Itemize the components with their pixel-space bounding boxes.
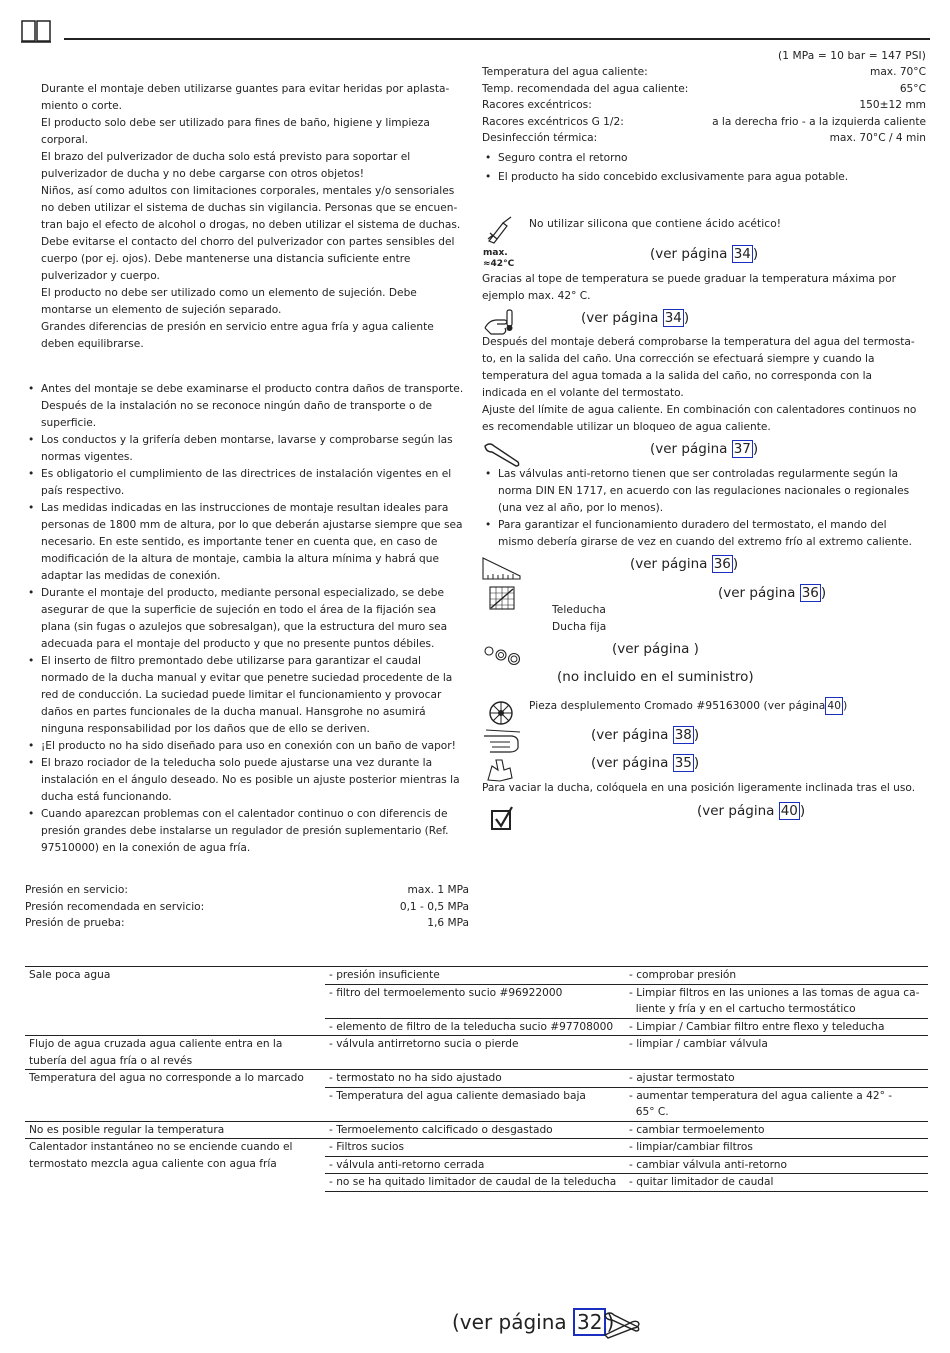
- spec-label: Presión en servicio:: [25, 884, 128, 896]
- page-link[interactable]: 36: [713, 556, 731, 572]
- calibration-text: Después del montaje deberá comprobarse la temperatura del agua del termosta- to, en la salida del caño. Una corrección se efectuará siempre y cuando la temperatura del agua tomada a la salida del caño, no corresponda con la indicada en el volante del termostato.: [482, 336, 915, 399]
- bottom-reference: [452, 1308, 614, 1336]
- remedy-cell: - limpiar / cambiar válvula: [625, 1036, 928, 1070]
- ver-pagina-text: (ver página: [591, 755, 669, 771]
- table-row: [25, 1121, 928, 1139]
- spec-value: 1,6 MPa: [427, 917, 469, 929]
- list-item: • Las medidas indicadas en las instrucciones de montaje resultan ideales para personas de 1800 mm de altura, por lo que deberán ajustarse siempre que sea necesario. En este sentido, es importante tener en cuenta que, en caso de modificación de la altura de montaje, cambia la altura mínima y habrá que adaptar las medidas de conexión.: [27, 500, 471, 585]
- accessories-reference: (ver página ): [612, 641, 699, 657]
- remedy-cell: - comprobar presión: [625, 967, 928, 985]
- book-icon: [20, 18, 52, 44]
- drain-note: Para vaciar la ducha, colóquela en una posición ligeramente inclinada tras el uso.: [482, 782, 916, 794]
- cause-cell: - Termoelemento calcificado o desgastado: [325, 1121, 625, 1139]
- dimensions-reference: [630, 555, 738, 573]
- tech-specs: [482, 64, 926, 147]
- spec-row: [482, 130, 926, 147]
- cause-cell: - válvula anti-retorno cerrada: [325, 1156, 625, 1174]
- flow-diagram-icon: [488, 585, 516, 611]
- safety-paragraph: El brazo del pulverizador de ducha solo está previsto para soportar el pulverizador de ducha y no debe cargarse con otros objetos!: [41, 151, 411, 180]
- spec-row: [482, 97, 926, 114]
- spec-row: [482, 81, 926, 98]
- ver-pagina-text: (ver página: [630, 556, 708, 572]
- cause-cell: - válvula antirretorno sucia o pierde: [325, 1036, 625, 1070]
- problem-cell: Flujo de agua cruzada agua caliente entra en la tubería del agua fría o al revés: [25, 1036, 325, 1070]
- list-item: • Seguro contra el retorno: [484, 150, 928, 167]
- table-row: [25, 1070, 928, 1088]
- page-link[interactable]: 35: [674, 755, 692, 771]
- ver-pagina-text: (ver página: [452, 1310, 567, 1334]
- spec-label: Temp. recomendada del agua caliente:: [482, 82, 689, 95]
- close-paren: ): [799, 803, 806, 819]
- list-item: • Las válvulas anti-retorno tienen que ser controladas regularmente según la norma DIN EN 1717, en acuerdo con las regulaciones nacionales o regionales (una vez al año, por lo menos).: [484, 466, 928, 517]
- table-row: [25, 967, 928, 985]
- ver-pagina-text: (ver página: [581, 310, 659, 326]
- ver-pagina-text: (ver página: [718, 585, 796, 601]
- replacement-text: Pieza desplulemento Cromado #95163000 (ver página: [529, 700, 826, 712]
- cleaning-reference: [591, 726, 699, 744]
- list-item: • Cuando aparezcan problemas con el calentador continuo o con diferencis de presión grandes debe instalarse un regulador de presión suplementario (Ref. 97510000) en la conexión de agua fría.: [27, 806, 471, 857]
- flow-label-overhead: Ducha fija: [552, 621, 607, 633]
- spec-row: [482, 114, 926, 131]
- test-mark-reference: [697, 802, 805, 820]
- safety-section: [41, 81, 471, 353]
- safety-paragraph: Durante el montaje deben utilizarse guantes para evitar heridas por aplasta- miento o corte.: [41, 83, 450, 112]
- ver-pagina-text: (ver página: [650, 441, 728, 457]
- wrench-icon: [482, 442, 522, 468]
- remedy-cell: - limpiar/cambiar filtros: [625, 1139, 928, 1157]
- close-paren: ): [693, 727, 700, 743]
- maintenance-list: [484, 466, 928, 551]
- operation-reference: [591, 754, 699, 772]
- problem-cell: Sale poca agua: [25, 967, 325, 1036]
- replacement-part-reference: [529, 697, 847, 715]
- cause-cell: - termostato no ha sido ajustado: [325, 1070, 625, 1088]
- temp-limit-reference: [650, 245, 758, 263]
- table-row: [25, 1139, 928, 1157]
- spec-value: a la derecha frio - a la izquierda caliente: [712, 115, 926, 128]
- flow-diagram-reference: [718, 584, 826, 602]
- remedy-cell: - Limpiar filtros en las uniones a las tomas de agua ca- liente y fría y en el cartucho termostático: [625, 984, 928, 1018]
- spec-row: [25, 899, 469, 916]
- checkbox-icon: [490, 805, 514, 831]
- list-item: • ¡El producto no ha sido diseñado para uso en conexión con un baño de vapor!: [27, 738, 471, 755]
- accessories-icon: [483, 643, 521, 667]
- close-paren: ): [693, 755, 700, 771]
- cause-cell: - filtro del termoelemento sucio #96922000: [325, 984, 625, 1018]
- safety-paragraph: El producto no debe ser utilizado como un elemento de sujeción. Debe montarse un elemento de sujeción separado.: [41, 287, 417, 316]
- spec-label: Desinfección térmica:: [482, 132, 598, 144]
- safety-paragraph: Grandes diferencias de presión en servicio entre agua fría y agua caliente deben equilibrarse.: [41, 321, 434, 350]
- ver-pagina-text: (ver página: [650, 246, 728, 262]
- list-item: • Para garantizar el funcionamiento duradero del termostato, el mando del mismo debería girarse de vez en cuando del extremo frío al extremo caliente.: [484, 517, 928, 551]
- spec-value: max. 1 MPa: [407, 884, 469, 896]
- close-paren: ): [752, 246, 759, 262]
- cause-cell: - Filtros sucios: [325, 1139, 625, 1157]
- remedy-cell: - quitar limitador de caudal: [625, 1174, 928, 1192]
- thermometer-hand-icon: [483, 308, 517, 336]
- spec-label: Racores excéntricos G 1/2:: [482, 115, 624, 128]
- spec-row: [482, 64, 926, 81]
- cause-cell: - no se ha quitado limitador de caudal de la teleducha: [325, 1174, 625, 1192]
- close-paren: ): [732, 556, 739, 572]
- spec-value: max. 70°C: [870, 66, 926, 78]
- silicone-note: No utilizar silicona que contiene ácido acético!: [529, 218, 782, 230]
- tech-notes-list: [484, 150, 928, 186]
- spec-value: max. 70°C / 4 min: [829, 132, 926, 144]
- page-link[interactable]: 36: [801, 585, 819, 601]
- list-item: • Es obligatorio el cumplimiento de las directrices de instalación vigentes en el país respectivo.: [27, 466, 471, 500]
- list-item: • El producto ha sido concebido exclusivamente para agua potable.: [484, 169, 928, 186]
- spec-value: 150±12 mm: [859, 99, 926, 111]
- page-link[interactable]: 32: [573, 1308, 606, 1336]
- cause-cell: - presión insuficiente: [325, 967, 625, 985]
- problem-cell: No es posible regular la temperatura: [25, 1121, 325, 1139]
- tools-icon: [602, 1310, 642, 1340]
- spec-label: Racores excéntricos:: [482, 99, 592, 111]
- troubleshooting-table: [25, 966, 928, 1192]
- page-link[interactable]: 37: [733, 441, 751, 457]
- not-included-note: (no incluido en el suministro): [557, 669, 754, 685]
- close-paren: ): [843, 700, 848, 712]
- spec-row: [25, 915, 469, 932]
- safety-paragraph: El producto solo debe ser utilizado para fines de baño, higiene y limpieza corporal.: [41, 117, 430, 146]
- spec-value: 0,1 - 0,5 MPa: [399, 900, 469, 913]
- cleaning-hand-icon: [482, 728, 522, 754]
- list-item: • Los conductos y la grifería deben montarse, lavarse y comprobarse según las normas vigentes.: [27, 432, 471, 466]
- cause-cell: - elemento de filtro de la teleducha sucio #97708000: [325, 1018, 625, 1036]
- close-paren: ): [752, 441, 759, 457]
- problem-cell: Temperatura del agua no corresponde a lo marcado: [25, 1070, 325, 1122]
- temp-limit-text: Gracias al tope de temperatura se puede graduar la temperatura máxima por ejemplo max. 42° C.: [482, 273, 896, 302]
- ruler-icon: [482, 556, 522, 580]
- list-item: • Antes del montaje se debe examinarse el producto contra daños de transporte. Después de la instalación no se reconoce ningún daño de transporte o de superficie.: [27, 381, 471, 432]
- list-item: • El inserto de filtro premontado debe utilizarse para garantizar el caudal normado de la ducha manual y evitar que penetre suciedad procedente de la red de conducción. La suciedad puede limitar el funcionamiento y provocar daños en partes funcionales de la ducha manual. Hansgrohe no asumirá ninguna responsabilidad por los daños que de ello se deriven.: [27, 653, 471, 738]
- problem-cell: Calentador instantáneo no se enciende cuando el termostato mezcla agua caliente con agua fría: [25, 1139, 325, 1192]
- max-temperature-icon: max. ≈42°C: [483, 248, 515, 269]
- page-link[interactable]: 40: [825, 697, 843, 715]
- page-link[interactable]: 34: [733, 246, 751, 262]
- ver-pagina-text: (ver página: [697, 803, 775, 819]
- close-paren: ): [606, 1310, 615, 1334]
- spec-label: Temperatura del agua caliente:: [482, 66, 648, 78]
- spec-label: Presión recomendada en servicio:: [25, 900, 205, 913]
- safety-paragraph: Debe evitarse el contacto del chorro del pulverizador con partes sensibles del cuerpo (por ej. ojos). Debe mantenerse una distancia suficiente entre pulverizador y cuerpo.: [41, 236, 455, 282]
- table-row: [25, 1036, 928, 1070]
- remedy-cell: - cambiar termoelemento: [625, 1121, 928, 1139]
- close-paren: ): [820, 585, 827, 601]
- header-rule: [64, 38, 930, 40]
- cause-cell: - Temperatura del agua caliente demasiado baja: [325, 1087, 625, 1121]
- page-link[interactable]: 34: [664, 310, 682, 326]
- maintenance-reference: [650, 440, 758, 458]
- ver-pagina-text: (ver página: [591, 727, 669, 743]
- silicone-warning-icon: [485, 215, 515, 245]
- page-link[interactable]: 40: [780, 803, 798, 819]
- spec-row: [25, 882, 469, 899]
- remedy-cell: - ajustar termostato: [625, 1070, 928, 1088]
- remedy-cell: - cambiar válvula anti-retorno: [625, 1156, 928, 1174]
- page-link[interactable]: 38: [674, 727, 692, 743]
- calibration-reference: [581, 309, 689, 327]
- list-item: • El brazo rociador de la teleducha solo puede ajustarse una vez durante la instalación en el ángulo deseado. No es posible un ajuste posterior mientras la ducha está funcionando.: [27, 755, 471, 806]
- flow-label-handshower: Teleducha: [552, 604, 607, 616]
- remedy-cell: - Limpiar / Cambiar filtro entre flexo y teleducha: [625, 1018, 928, 1036]
- remedy-cell: - aumentar temperatura del agua caliente a 42° - 65° C.: [625, 1087, 928, 1121]
- pressure-conversion: (1 MPa = 10 bar = 147 PSI): [778, 50, 926, 62]
- operation-hand-icon: [486, 756, 516, 782]
- safety-paragraph: Niños, así como adultos con limitaciones corporales, mentales y/o sensoriales no deben utilizar el sistema de duchas sin vigilancia. Personas que se encuen- tran bajo el efecto de alcohol o drogas, no deben utilizar el sistema de duchas.: [41, 185, 461, 231]
- close-paren: ): [683, 310, 690, 326]
- hot-water-limit-text: Ajuste del límite de agua caliente. En combinación con calentadores continuos no es recomendable utilizar un bloqueo de agua caliente.: [482, 404, 917, 433]
- pressure-specs: [25, 882, 469, 932]
- spray-disc-icon: [488, 700, 514, 726]
- install-notes-list: [27, 381, 471, 857]
- list-item: • Durante el montaje del producto, mediante personal especializado, se debe asegurar de que la superficie de sujeción en todo el área de la fijación sea plana (sin fugas o azulejos que sobresalgan), que la estructura del muro sea adecuada para el montaje del producto y que no presente puntos débiles.: [27, 585, 471, 653]
- spec-label: Presión de prueba:: [25, 917, 125, 929]
- spec-value: 65°C: [899, 82, 926, 95]
